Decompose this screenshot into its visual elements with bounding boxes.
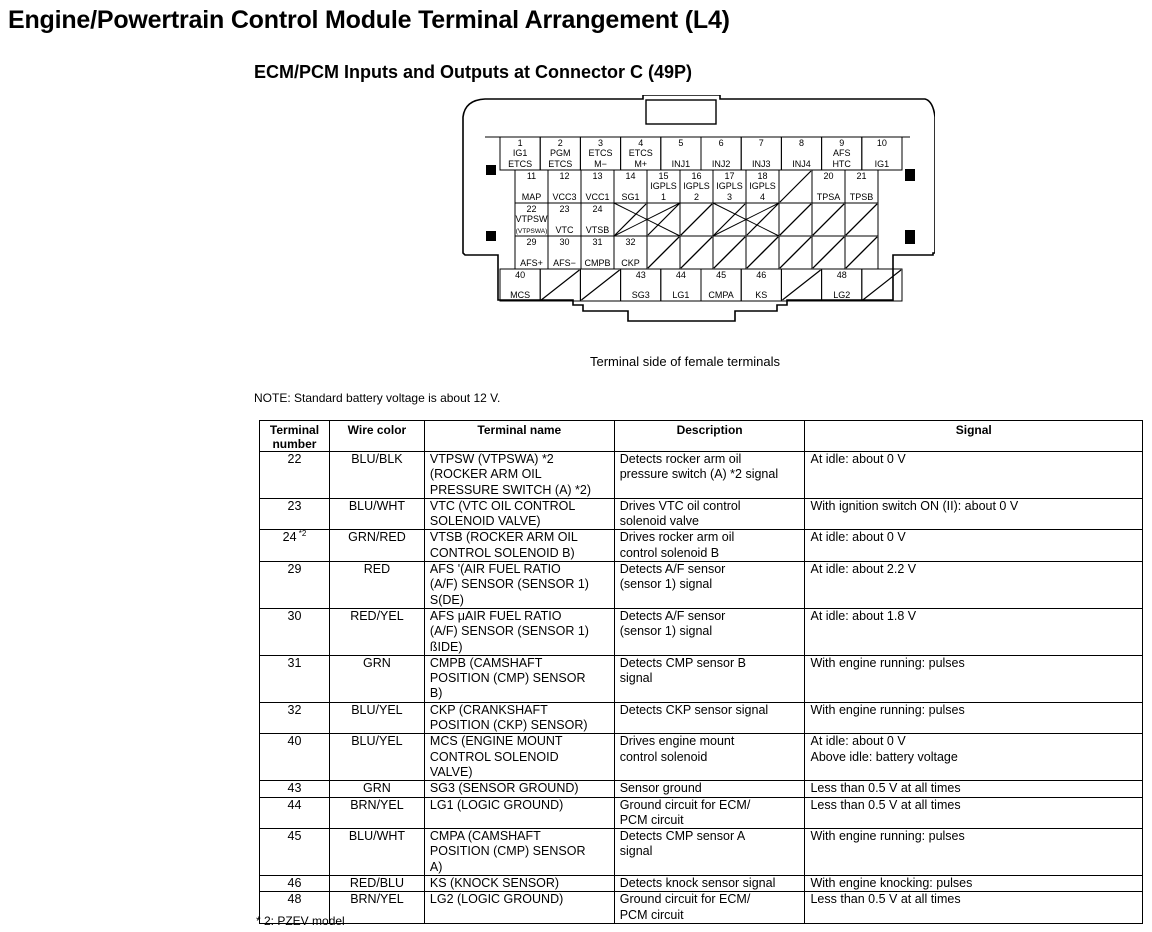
unused-cavity-slash (747, 237, 778, 268)
table-row (260, 608, 1143, 655)
pin-label: ETCS (548, 159, 573, 169)
pin-label: MCS (510, 290, 531, 300)
pin-number: 8 (798, 138, 805, 148)
signal-cell (805, 452, 1143, 499)
terminal-name-cell (424, 892, 614, 924)
description-line: Ground circuit for ECM/ (619, 797, 751, 812)
unused-cavity-slash (747, 204, 778, 235)
pin-label: MAP (521, 192, 542, 202)
wire-color-cell: RED/YEL (329, 608, 424, 655)
pin-label: KS (755, 290, 768, 300)
terminal-name-line: S(DE) (429, 592, 464, 607)
table-header-row (260, 421, 1143, 452)
pin-number: 20 (823, 171, 834, 181)
pin-label: INJ1 (671, 159, 691, 169)
terminal-name-line: CONTROL SOLENOID (429, 749, 559, 764)
description-line: Drives engine mount (619, 734, 735, 749)
terminal-name-line: CONTROL SOLENOID B) (429, 545, 575, 560)
unused-cavity-slash (846, 204, 877, 235)
pin-number: 14 (625, 171, 636, 181)
terminal-name-cell (424, 655, 614, 702)
pin-label: IGPLS (749, 181, 776, 191)
terminal-table (259, 420, 1143, 924)
table-row (260, 655, 1143, 702)
description-line: Detects knock sensor signal (619, 876, 776, 891)
signal-cell (805, 876, 1143, 892)
pin-label: ETCS (588, 148, 613, 158)
signal-line: With engine running: pulses (810, 829, 965, 844)
terminal-number-cell (260, 530, 330, 562)
terminal-number-cell (260, 608, 330, 655)
terminal-number-cell (260, 781, 330, 797)
pin-label: IGPLS (650, 181, 677, 191)
terminal-name-line: SOLENOID VALVE) (429, 514, 541, 529)
connector-latch (646, 100, 716, 124)
table-row (260, 702, 1143, 734)
description-line: solenoid valve (619, 514, 699, 529)
description-cell (614, 655, 805, 702)
table-row (260, 797, 1143, 829)
signal-cell (805, 498, 1143, 530)
pin-number: 12 (559, 171, 570, 181)
table-row (260, 530, 1143, 562)
terminal-name-cell (424, 702, 614, 734)
header-signal: Signal (805, 421, 1143, 452)
pin-number: 23 (559, 204, 570, 214)
table-row (260, 562, 1143, 609)
table-row (260, 734, 1143, 781)
pin-number: 11 (526, 171, 537, 181)
description-cell (614, 562, 805, 609)
table-row (260, 452, 1143, 499)
terminal-number: 43 (287, 781, 302, 796)
pin-number: 40 (515, 270, 526, 280)
unused-cavity-slash (541, 270, 579, 300)
signal-cell (805, 797, 1143, 829)
wire-color-cell: RED/BLU (329, 876, 424, 892)
signal-cell (805, 781, 1143, 797)
wire-color-cell: RED (329, 562, 424, 609)
terminal-name-cell (424, 608, 614, 655)
signal-line: At idle: about 0 V (810, 530, 906, 545)
description-line: control solenoid (619, 749, 708, 764)
pin-number: 13 (592, 171, 603, 181)
unused-cavity-slash (615, 204, 646, 235)
table-row (260, 498, 1143, 530)
terminal-name-cell (424, 452, 614, 499)
description-line: control solenoid B (619, 545, 720, 560)
terminal-name-line: ßIDE) (429, 639, 463, 654)
description-cell (614, 734, 805, 781)
unused-cavity-slash (780, 204, 811, 235)
terminal-name-line: A) (429, 859, 443, 874)
pin-label: TPSA (816, 192, 841, 202)
signal-cell (805, 892, 1143, 924)
pin-label: SG3 (631, 290, 650, 300)
pin-label: (VTPSWA) (515, 228, 548, 235)
unused-cavity-slash (681, 237, 712, 268)
unused-cavity-slash (813, 204, 844, 235)
pin-number: 7 (758, 138, 764, 148)
description-line: (sensor 1) signal (619, 577, 713, 592)
pin-number: 31 (592, 237, 603, 247)
terminal-name-line: CKP (CRANKSHAFT (429, 702, 548, 717)
terminal-name-cell (424, 562, 614, 609)
signal-cell (805, 734, 1143, 781)
pin-number: 43 (635, 270, 646, 280)
pin-number: 30 (559, 237, 570, 247)
pin-label: PGM (550, 148, 571, 158)
wire-color-cell: BLU/YEL (329, 702, 424, 734)
description-line: Detects CMP sensor B (619, 655, 746, 670)
terminal-name-line: POSITION (CMP) SENSOR (429, 844, 586, 859)
signal-line: Less than 0.5 V at all times (810, 781, 961, 796)
terminal-name-line: CMPB (CAMSHAFT (429, 655, 543, 670)
pin-number: 21 (856, 171, 867, 181)
terminal-name-line: POSITION (CKP) SENSOR) (429, 718, 588, 733)
terminal-number: 30 (287, 608, 302, 623)
pin-number: 9 (839, 138, 845, 148)
pin-label: IGPLS (683, 181, 710, 191)
terminal-number: 22 (287, 452, 302, 466)
terminal-name-cell (424, 530, 614, 562)
terminal-name-line: MCS (ENGINE MOUNT (429, 734, 563, 749)
description-line: Detects A/F sensor (619, 608, 726, 623)
wire-color-cell: BRN/YEL (329, 892, 424, 924)
pin-label: INJ3 (752, 159, 771, 169)
pin-label: M− (594, 159, 607, 169)
pin-label: TPSB (849, 192, 874, 202)
pin-number: 22 (526, 204, 537, 214)
terminal-number-cell (260, 829, 330, 876)
pin-label: IG1 (512, 148, 528, 158)
polarity-mark (905, 230, 915, 244)
terminal-name-cell (424, 781, 614, 797)
pin-label: LG1 (672, 290, 690, 300)
terminal-name-line: VTC (VTC OIL CONTROL (429, 498, 576, 513)
pin-number: 24 (592, 204, 603, 214)
unused-cavity-slash (714, 237, 745, 268)
unused-cavity-slash (846, 237, 877, 268)
table-row (260, 892, 1143, 924)
terminal-number: 31 (287, 655, 302, 670)
pin-number: 6 (718, 138, 724, 148)
unused-cavity-slash (648, 237, 679, 268)
signal-line: At idle: about 2.2 V (810, 562, 917, 577)
pin-label: 4 (759, 192, 766, 202)
terminal-name-line: VTSB (ROCKER ARM OIL (429, 530, 578, 545)
signal-line: At idle: about 0 V (810, 734, 906, 749)
pin-number: 16 (691, 171, 702, 181)
terminal-number-cell (260, 734, 330, 781)
wire-color-cell: GRN (329, 655, 424, 702)
pin-number: 46 (756, 270, 767, 280)
wire-color-cell: BLU/WHT (329, 829, 424, 876)
terminal-name-line: CMPA (CAMSHAFT (429, 829, 541, 844)
description-cell (614, 452, 805, 499)
pin-label: VTC (555, 225, 574, 235)
pin-number: 4 (638, 138, 644, 148)
wire-color-cell: GRN/RED (329, 530, 424, 562)
pin-label: VTPSW (515, 214, 548, 224)
wire-color-cell: GRN (329, 781, 424, 797)
pin-label: CMPA (708, 290, 734, 300)
header-terminal-name: Terminal name (424, 421, 614, 452)
pin-number: 18 (757, 171, 768, 181)
terminal-number-cell (260, 702, 330, 734)
terminal-number-cell (260, 876, 330, 892)
wire-color-cell: BRN/YEL (329, 797, 424, 829)
pin-label: AFS (832, 148, 851, 158)
terminal-name-cell (424, 829, 614, 876)
pin-number: 45 (716, 270, 727, 280)
pin-number: 1 (517, 138, 523, 148)
pin-label: VTSB (585, 225, 610, 235)
pin-label: AFS− (553, 258, 576, 268)
terminal-number: 44 (287, 797, 302, 812)
description-line: Detects rocker arm oil (619, 452, 742, 466)
terminal-name-cell (424, 797, 614, 829)
header-description: Description (614, 421, 805, 452)
pin-label: IGPLS (716, 181, 743, 191)
terminal-name-line: (A/F) SENSOR (SENSOR 1) (429, 624, 589, 639)
connector-diagram (455, 95, 935, 325)
pin-label: HTC (832, 159, 851, 169)
page-title: Engine/Powertrain Control Module Terminal Arrangement (L4) (8, 6, 730, 34)
description-line: signal (619, 671, 653, 686)
terminal-name-cell (424, 498, 614, 530)
terminal-number: 40 (287, 734, 302, 749)
pin-label: INJ4 (792, 159, 811, 169)
signal-cell (805, 655, 1143, 702)
pin-label: 2 (693, 192, 700, 202)
pin-label: CMPB (584, 258, 611, 268)
pin-label: 3 (726, 192, 733, 202)
signal-cell (805, 702, 1143, 734)
pin-number: 32 (625, 237, 636, 247)
signal-line: At idle: about 1.8 V (810, 608, 917, 623)
terminal-number: 45 (287, 829, 302, 844)
polarity-mark (905, 169, 915, 181)
wire-color-cell: BLU/YEL (329, 734, 424, 781)
unused-cavity-slash (581, 270, 619, 300)
pin-label: ETCS (628, 148, 653, 158)
terminal-number-cell (260, 452, 330, 499)
pin-label: IG1 (874, 159, 890, 169)
signal-line: With engine running: pulses (810, 655, 965, 670)
description-line: (sensor 1) signal (619, 624, 713, 639)
terminal-number-cell (260, 797, 330, 829)
diagram-caption: Terminal side of female terminals (590, 354, 781, 369)
description-cell (614, 892, 805, 924)
signal-line: Less than 0.5 V at all times (810, 892, 961, 907)
battery-note: NOTE: Standard battery voltage is about 12 V. (254, 391, 501, 405)
pin-number: 17 (724, 171, 735, 181)
terminal-name-line: POSITION (CMP) SENSOR (429, 671, 586, 686)
description-line: Detects CKP sensor signal (619, 702, 769, 717)
signal-line: With engine knocking: pulses (810, 876, 973, 891)
terminal-name-cell (424, 734, 614, 781)
pin-number: 29 (526, 237, 537, 247)
terminal-name-line: AFS μAIR FUEL RATIO (429, 608, 562, 623)
pin-label: LG2 (833, 290, 851, 300)
pin-number: 2 (557, 138, 563, 148)
signal-cell (805, 829, 1143, 876)
pin-number: 15 (658, 171, 669, 181)
terminal-name-line: PRESSURE SWITCH (A) *2) (429, 482, 592, 497)
terminal-name-line: SG3 (SENSOR GROUND) (429, 781, 579, 796)
unused-cavity-slash (648, 204, 679, 235)
description-cell (614, 530, 805, 562)
unused-cavity-slash (780, 171, 811, 202)
terminal-number-cell (260, 562, 330, 609)
terminal-name-line: KS (KNOCK SENSOR) (429, 876, 560, 891)
terminal-number: 46 (287, 876, 302, 891)
pin-label: 1 (660, 192, 667, 202)
pin-label: M+ (634, 159, 648, 169)
pin-label: INJ2 (711, 159, 731, 169)
description-cell (614, 797, 805, 829)
signal-line: Above idle: battery voltage (810, 749, 958, 764)
terminal-number: 48 (287, 892, 302, 907)
signal-cell (805, 530, 1143, 562)
header-terminal-number: Terminal number (260, 421, 330, 452)
table-row (260, 829, 1143, 876)
pin-label: VCC3 (552, 192, 577, 202)
terminal-number: 29 (287, 562, 302, 577)
polarity-mark (486, 231, 496, 241)
unused-cavity-slash (714, 204, 745, 235)
pin-number: 10 (876, 138, 887, 148)
signal-cell (805, 608, 1143, 655)
section-subtitle: ECM/PCM Inputs and Outputs at Connector C (49P) (254, 62, 693, 82)
signal-line: With engine running: pulses (810, 702, 965, 717)
signal-cell (805, 562, 1143, 609)
terminal-name-line: LG1 (LOGIC GROUND) (429, 797, 564, 812)
pin-label: ETCS (508, 159, 533, 169)
footnote-marker: *2 (296, 529, 307, 539)
description-cell (614, 498, 805, 530)
signal-line: At idle: about 0 V (810, 452, 906, 466)
terminal-number: 24 (282, 530, 297, 545)
terminal-name-line: AFS '(AIR FUEL RATIO (429, 562, 561, 577)
table-row (260, 876, 1143, 892)
wire-color-cell: BLU/WHT (329, 498, 424, 530)
description-cell (614, 781, 805, 797)
description-line: Drives VTC oil control (619, 498, 741, 513)
description-line: pressure switch (A) *2 signal (619, 467, 779, 482)
description-line: signal (619, 844, 653, 859)
pin-number: 44 (675, 270, 686, 280)
unused-cavity-slash (863, 270, 901, 300)
terminal-number: 32 (287, 702, 302, 717)
description-line: Drives rocker arm oil (619, 530, 735, 545)
terminal-number-cell (260, 498, 330, 530)
terminal-name-line: (ROCKER ARM OIL (429, 467, 542, 482)
description-line: Ground circuit for ECM/ (619, 892, 751, 907)
description-line: Sensor ground (619, 781, 702, 796)
pin-label: VCC1 (585, 192, 610, 202)
description-cell (614, 702, 805, 734)
pin-label: AFS+ (520, 258, 543, 268)
unused-cavity-slash (782, 270, 820, 300)
terminal-name-cell (424, 876, 614, 892)
description-line: PCM circuit (619, 812, 684, 827)
description-line: Detects CMP sensor A (619, 829, 746, 844)
pin-number: 48 (836, 270, 847, 280)
table-row (260, 781, 1143, 797)
terminal-name-line: B) (429, 686, 443, 701)
unused-cavity-slash (681, 204, 712, 235)
terminal-name-line: LG2 (LOGIC GROUND) (429, 892, 564, 907)
terminal-name-line: VALVE) (429, 764, 473, 779)
pin-label: SG1 (621, 192, 640, 202)
signal-line: With ignition switch ON (II): about 0 V (810, 498, 1019, 513)
polarity-mark (486, 165, 496, 175)
footnote: * 2: PZEV model (256, 914, 345, 928)
description-cell (614, 608, 805, 655)
unused-cavity-slash (813, 237, 844, 268)
description-cell (614, 876, 805, 892)
pin-label: CKP (621, 258, 640, 268)
wire-color-cell: BLU/BLK (329, 452, 424, 499)
description-line: PCM circuit (619, 907, 684, 922)
terminal-name-line: (A/F) SENSOR (SENSOR 1) (429, 577, 589, 592)
pin-number: 3 (597, 138, 604, 148)
header-wire-color: Wire color (329, 421, 424, 452)
terminal-number: 23 (287, 498, 302, 513)
terminal-number-cell (260, 655, 330, 702)
signal-line: Less than 0.5 V at all times (810, 797, 961, 812)
unused-cavity-slash (780, 237, 811, 268)
description-line: Detects A/F sensor (619, 562, 726, 577)
pin-number: 5 (678, 138, 684, 148)
description-cell (614, 829, 805, 876)
terminal-name-line: VTPSW (VTPSWA) *2 (429, 452, 554, 466)
